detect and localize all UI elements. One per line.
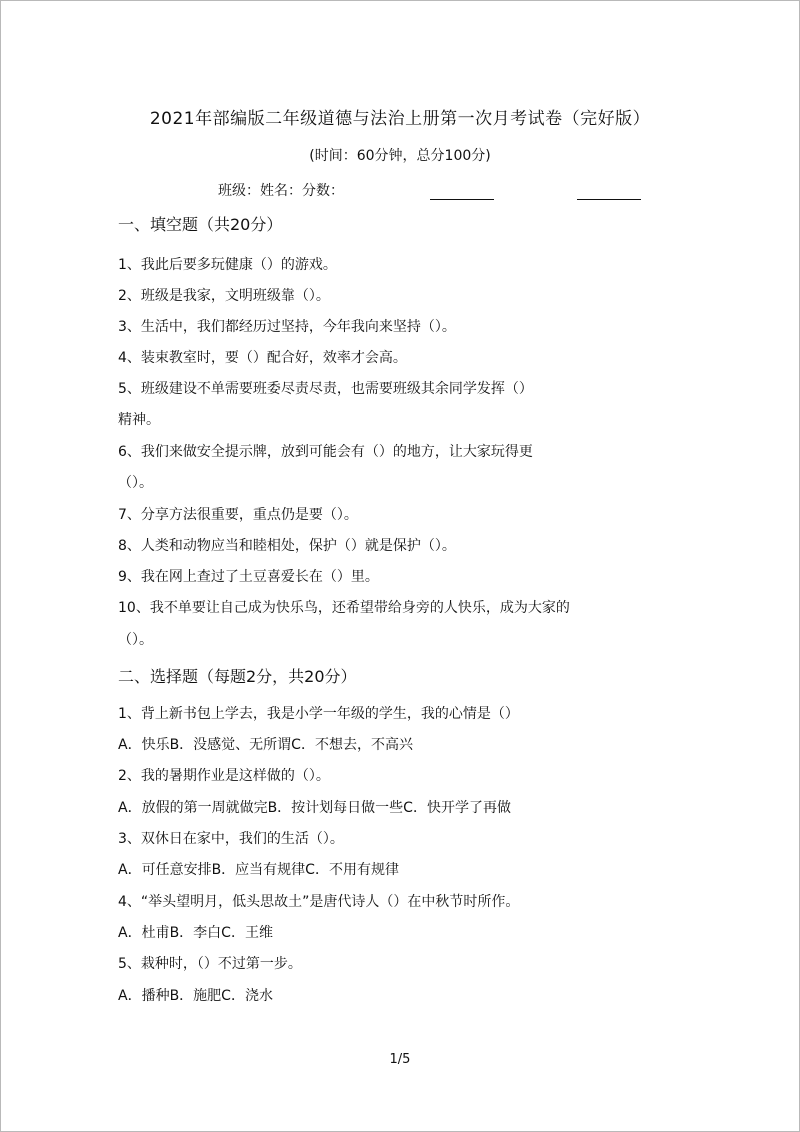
exam-title: 2021年部编版二年级道德与法治上册第一次月考试卷（完好版）	[149, 109, 651, 129]
question-line: 10、我不单要让自己成为快乐鸟，还希望带给身旁的人快乐，成为大家的	[118, 600, 570, 616]
answer-options: A．杜甫B．李白C．王维	[118, 925, 273, 941]
page-number: 1/5	[389, 1052, 411, 1067]
section-heading-multiple-choice: 二、选择题（每题2分，共20分）	[118, 667, 357, 686]
question-line: 精神。	[118, 412, 160, 428]
question-line: 8、人类和动物应当和睦相处，保护（）就是保护（）。	[118, 538, 456, 554]
student-info-line	[218, 180, 641, 200]
answer-blank[interactable]	[430, 183, 494, 200]
question-line: （）。	[118, 632, 153, 648]
answer-options: A．快乐B．没感觉、无所谓C．不想去，不高兴	[118, 737, 413, 753]
answer-options: A．放假的第一周就做完B．按计划每日做一些C．快开学了再做	[118, 800, 511, 816]
question-line: 1、背上新书包上学去，我是小学一年级的学生，我的心情是（）	[118, 706, 519, 722]
student-info-label: 班级：姓名：分数：	[218, 183, 344, 199]
question-line: 3、双休日在家中，我们的生活（）。	[118, 831, 344, 847]
section-heading-fill-in: 一、填空题（共20分）	[118, 215, 283, 234]
question-line: 3、生活中，我们都经历过坚持，今年我向来坚持（）。	[118, 319, 456, 335]
answer-options: A．播种B．施肥C．浇水	[118, 988, 273, 1004]
exam-time-and-score: (时间：60分钟，总分100分)	[309, 148, 491, 164]
question-line: 7、分享方法很重要，重点仍是要（）。	[118, 507, 358, 523]
question-line: 2、班级是我家，文明班级靠（）。	[118, 288, 330, 304]
answer-options: A．可任意安排B．应当有规律C．不用有规律	[118, 862, 399, 878]
question-line: 1、我此后要多玩健康（）的游戏。	[118, 257, 337, 273]
question-line: 9、我在网上查过了土豆喜爱长在（）里。	[118, 569, 379, 585]
question-line: 4、“举头望明月，低头思故土”是唐代诗人（）在中秋节时所作。	[118, 894, 520, 910]
question-line: 5、栽种时，（）不过第一步。	[118, 956, 302, 972]
question-line: 5、班级建设不单需要班委尽责尽责，也需要班级其余同学发挥（）	[118, 381, 533, 397]
answer-blank[interactable]	[577, 183, 641, 200]
question-line: 6、我们来做安全提示牌，放到可能会有（）的地方，让大家玩得更	[118, 444, 533, 460]
question-line: 4、装束教室时，要（）配合好，效率才会高。	[118, 350, 407, 366]
question-line: （）。	[118, 475, 153, 491]
question-line: 2、我的暑期作业是这样做的（）。	[118, 768, 330, 784]
